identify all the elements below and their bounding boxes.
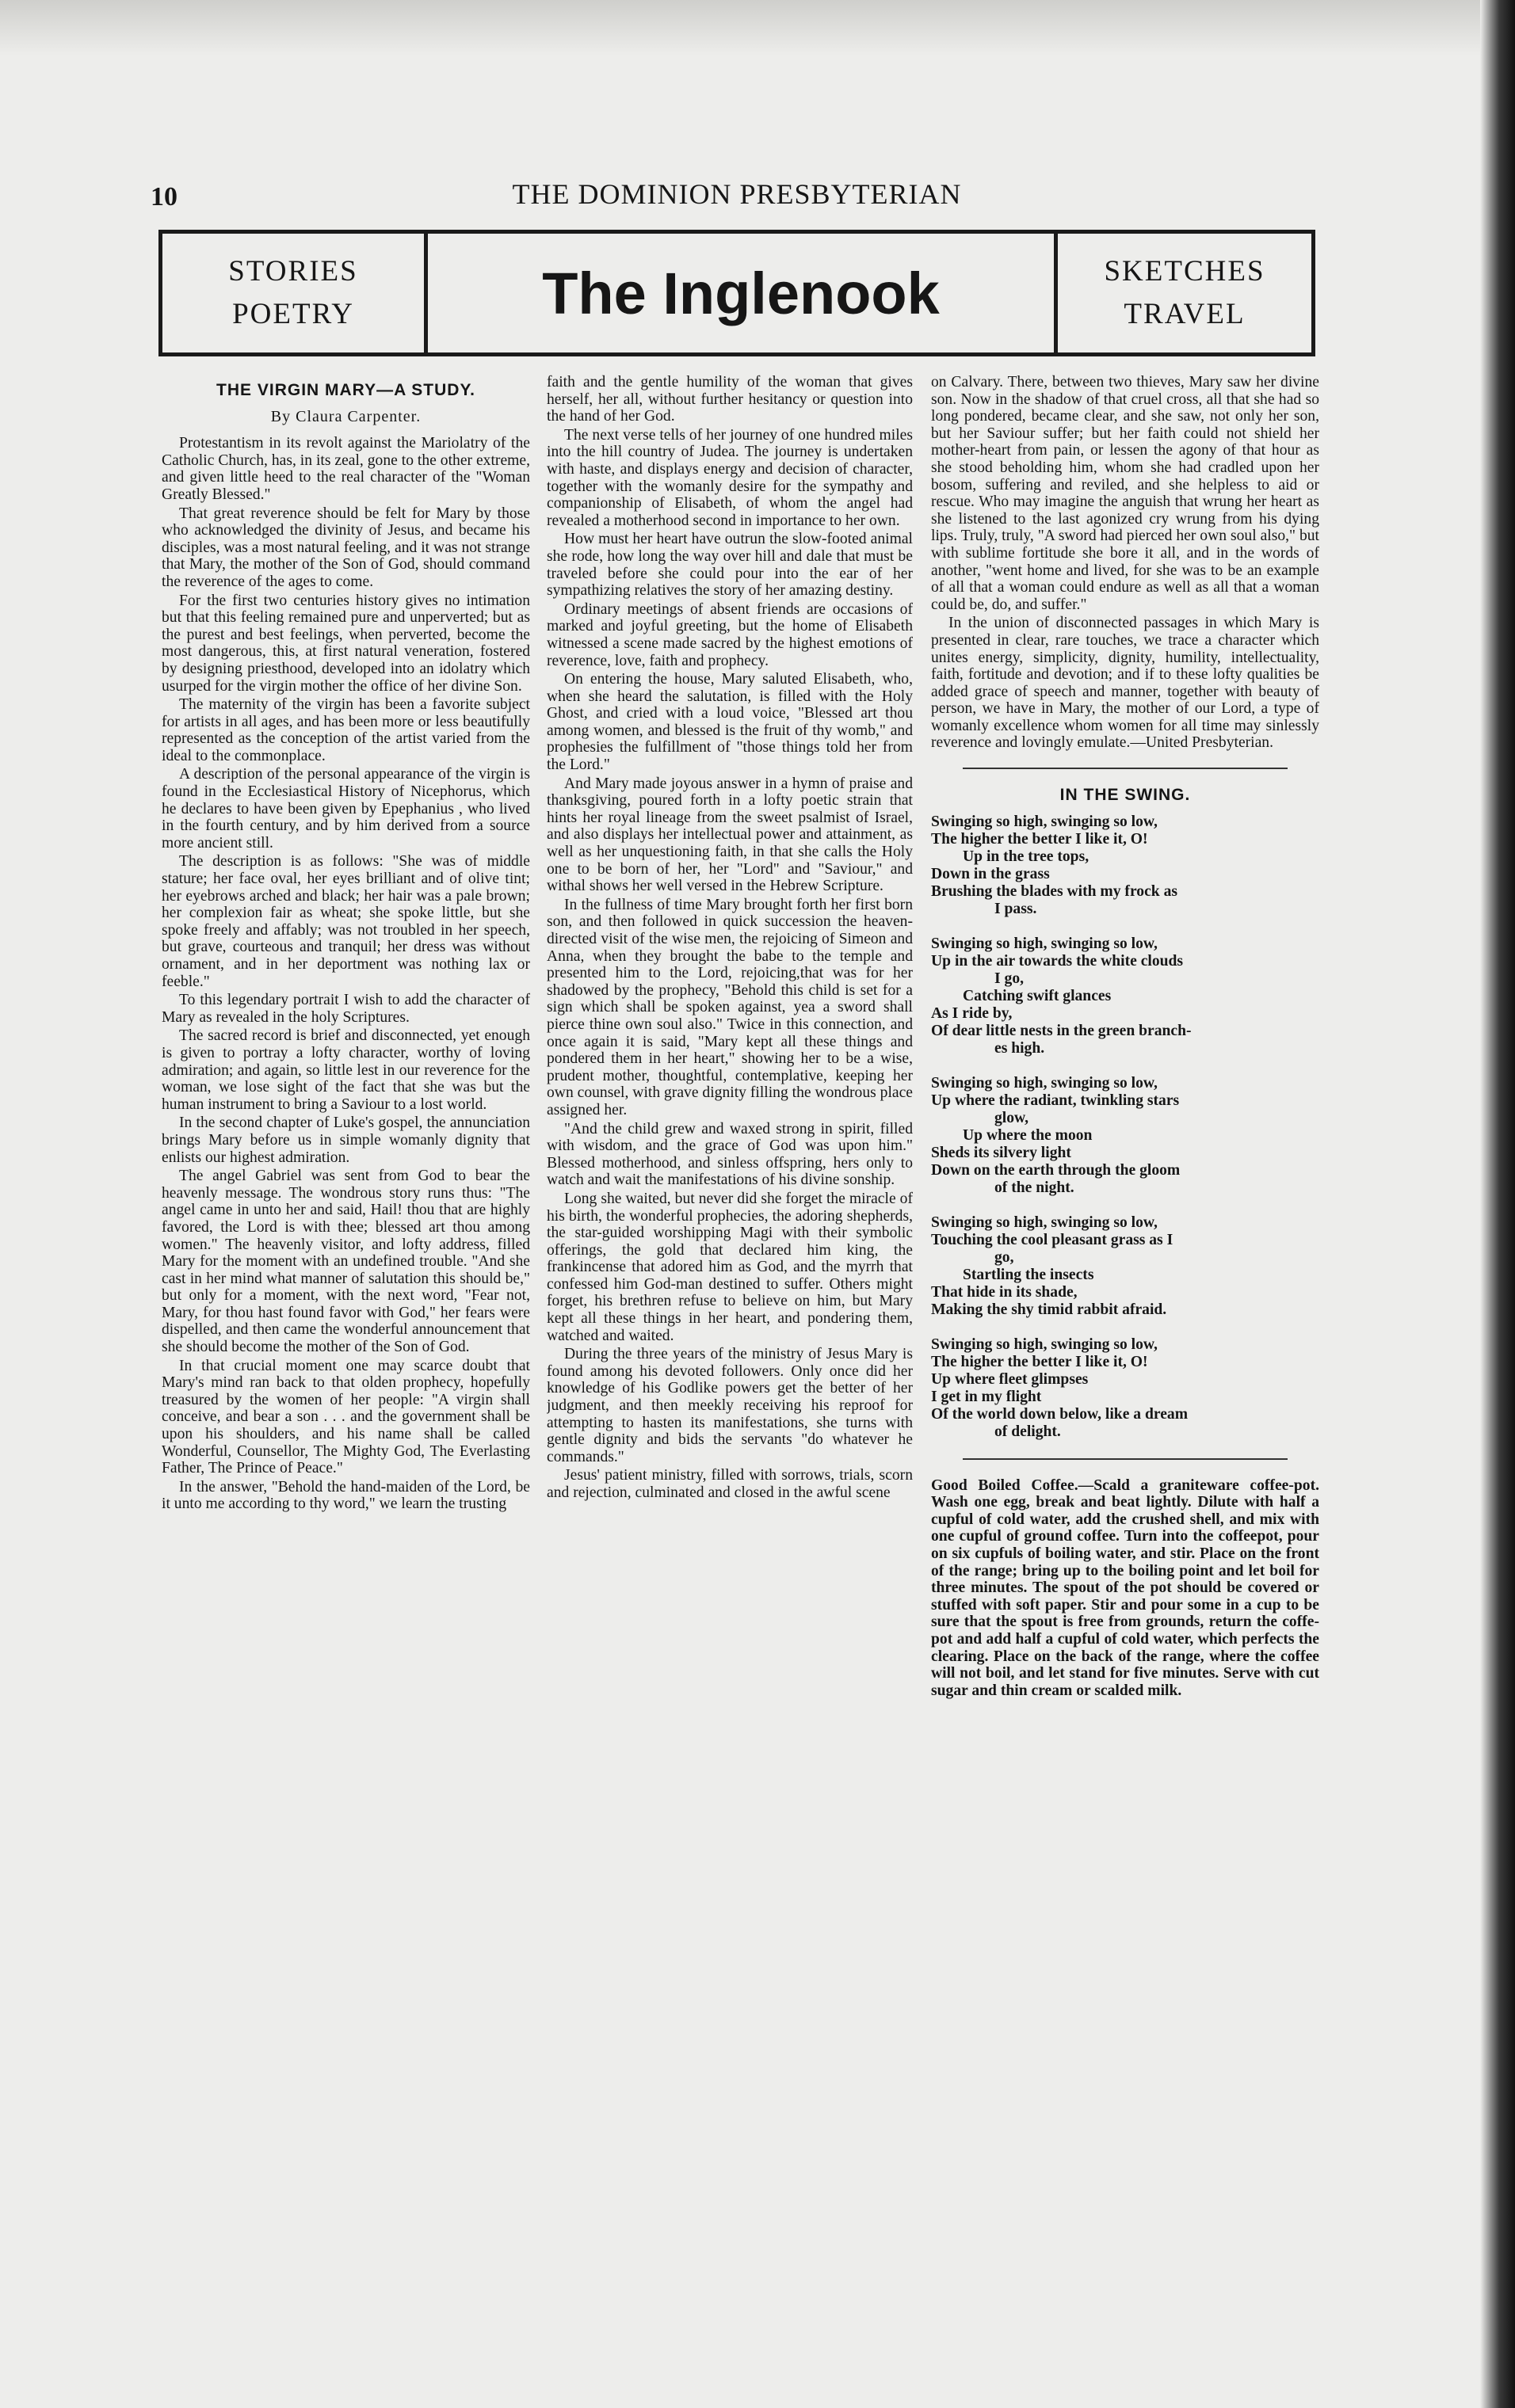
paragraph: on Calvary. There, between two thieves, Mary saw her divine son. Now in the shadow of that cruel cross, all that she had so long pondered, became clear, and she saw, not only her son, but her Saviour suffer; but her faith could not shield her mother-heart from pain, or lessen the agony of that hour as she stood beholding him, whom she had cradled upon her bosom, suffering and reviled, and she helpless to aid or rescue. Who may imagine the anguish that wrung her heart as she listened to the last agonized cry wrung from his dying lips. Truly, truly, "A sword had pierced her own soul also," but with sublime fortitude she bore it all, and in the words of another, "went home and lived, for she was to be an example of all that a woman could endure as well as all that a woman could be, do, and suffer." bbox=[931, 374, 1319, 613]
article-byline: By Claura Carpenter. bbox=[270, 407, 422, 425]
poem-line: Down in the grass bbox=[931, 865, 1050, 882]
banner-right-line: SKETCHES bbox=[1104, 255, 1265, 288]
paragraph: faith and the gentle humility of the woman that gives herself, her all, without further hesitancy or question into the hand of her God. bbox=[547, 374, 913, 425]
article-title: THE VIRGIN MARY—A STUDY. bbox=[216, 381, 475, 399]
banner-left-line: STORIES bbox=[228, 255, 358, 288]
paragraph: In the fullness of time Mary brought forth her first born son, and then followed in quick succession the heaven-directed visit of the wise men, the rejoicing of Simeon and Anna, when they brought the babe to the temple and presented him to the Lord, rejoicing,that was for her shadowed by the prophecy, "Behold this child is set for a sign which shall be spoken against, yea a sword shall pierce thine own soul also." Twice in this connection, and once again it is said, "Mary kept all these things and pondered them in her heart," showing her to be a wise, prudent mother, thoughtful, contemplative, keeping her own counsel, with grave dignity filling the wondrous place assigned her. bbox=[547, 896, 913, 1118]
poem-line: of delight. bbox=[994, 1423, 1061, 1440]
section-banner bbox=[158, 230, 1315, 356]
scan-right-edge bbox=[1480, 0, 1515, 2408]
paragraph: The sacred record is brief and disconnected, yet enough is given to portray a lofty character, worthy of loving admiration; and again, so little lest in our reverence for the woman, we lose sight of the fact that she was but the human instrument to bring a Saviour to a lost world. bbox=[162, 1027, 530, 1113]
article-body-col2 bbox=[547, 374, 913, 1502]
scan-top-edge bbox=[0, 0, 1515, 55]
poem-line: As I ride by, bbox=[931, 1004, 1013, 1022]
poem-line: of the night. bbox=[994, 1179, 1074, 1196]
paragraph: Jesus' patient ministry, filled with sorrows, trials, scorn and rejection, culminated and closed in the awful scene bbox=[547, 1467, 913, 1501]
paragraph: The next verse tells of her journey of one hundred miles into the hill country of Judea. The journey is undertaken with haste, and displays energy and decision of character, together with the womanly desire for the sympathy and companionship of Elisabeth, of whom the angel had revealed a motherhood second in importance to her own. bbox=[547, 426, 913, 529]
poem-line: The higher the better I like it, O! bbox=[931, 830, 1148, 848]
paragraph: In the union of disconnected passages in which Mary is presented in clear, rare touches, we trace a character which unites energy, simplicity, dignity, humility, intellectuality, faith, fortitude and devotion; and if to these lofty qualities be added grace of speech and manner, together with beauty of person, we have in Mary, the mother of our Lord, a type of womanly excellence whom women for all time may sinlessly reverence and lovingly emulate.—United Presbyterian. bbox=[931, 615, 1319, 752]
section-divider bbox=[963, 1458, 1288, 1460]
poem-line: I go, bbox=[994, 970, 1025, 987]
banner-left-box bbox=[162, 234, 428, 352]
paragraph: And Mary made joyous answer in a hymn of praise and thanksgiving, poured forth in a lofty poetic strain that hints her royal lineage from the sweet psalmist of Israel, and also displays her intellectual power and attainment, as well as her unquestioning faith, in that she calls the Holy one to be born of her, her "Lord" and "Saviour," and withal shows her well versed in the Hebrew Scripture. bbox=[547, 775, 913, 895]
poem-stanza bbox=[931, 1075, 1319, 1197]
poem-line: Swinging so high, swinging so low, bbox=[931, 1214, 1158, 1231]
running-head: THE DOMINION PRESBYTERIAN bbox=[512, 178, 962, 210]
paragraph: The angel Gabriel was sent from God to bear the heavenly message. The wondrous story runs thus: "The angel came in unto her and said, Hail! thou that are highly favored, the Lord is with thee; blessed art thou among women." The heavenly visitor, and lofty address, filled Mary for the moment with an undefined trouble. "And she cast in her mind what manner of salutation this should be," but only for a moment, with the next word, "Fear not, Mary, for thou hast found favor with God," her fears were dispelled, and then came the wonderful announcement that she should become the mother of the Son of God. bbox=[162, 1168, 530, 1356]
article-body-col1 bbox=[162, 435, 530, 1513]
recipe-text: Good Boiled Coffee.—Scald a graniteware coffee-pot. Wash one egg, break and beat lightly. Dilute with half a cupful of cold water, add the crushed shell, and mix with one cupful of ground coffee. Turn into the coffeepot, pour on six cupfuls of boiling water, and stir. Place on the front of the range; bring up to the boiling point and let boil for three minutes. The spout of the pot should be covered or stuffed with soft paper. Stir and pour some in a cup to be sure that the spout is free from grounds, return the coffe-pot and add half a cupful of cold water, which perfects the clearing. Place on the back of the range, where the coffee will not boil, and let stand for five minutes. Serve with cut sugar and thin cream or scalded milk. bbox=[931, 1476, 1319, 1699]
newspaper-page bbox=[151, 166, 1323, 2353]
banner-right-box bbox=[1054, 234, 1311, 352]
poem-line: Up where the radiant, twinkling stars bbox=[931, 1092, 1180, 1109]
poem-line: Brushing the blades with my frock as bbox=[931, 882, 1178, 900]
poem-line: Swinging so high, swinging so low, bbox=[931, 1335, 1158, 1353]
paragraph: To this legendary portrait I wish to add the character of Mary as revealed in the holy Scriptures. bbox=[162, 992, 530, 1026]
recipe bbox=[931, 1477, 1319, 1700]
column-2 bbox=[547, 374, 913, 2353]
paragraph: In the second chapter of Luke's gospel, the annunciation brings Mary before us in simple womanly dignity that enlists our highest admiration. bbox=[162, 1114, 530, 1166]
banner-right-line: TRAVEL bbox=[1124, 298, 1246, 330]
poem-stanza bbox=[931, 935, 1319, 1057]
column-3 bbox=[931, 374, 1319, 2353]
poem-line: go, bbox=[994, 1248, 1014, 1266]
paragraph: Protestantism in its revolt against the Mariolatry of the Catholic Church, has, in its zeal, gone to the other extreme, and given little heed to the real character of the "Woman Greatly Blessed." bbox=[162, 435, 530, 503]
section-divider bbox=[963, 768, 1288, 769]
poem-line: Of dear little nests in the green branch- bbox=[931, 1022, 1192, 1039]
paragraph: How must her heart have outrun the slow-footed animal she rode, how long the way over hill and dale that must be traveled before she could pour into the ear of her sympathizing relatives the story of her amazing destiny. bbox=[547, 531, 913, 600]
paragraph: "And the child grew and waxed strong in spirit, filled with wisdom, and the grace of God was upon him." Blessed motherhood, and sinless offspring, hers only to watch and wait the manifestations of his divine sonship. bbox=[547, 1120, 913, 1189]
page-number: 10 bbox=[151, 182, 177, 211]
poem-line: es high. bbox=[994, 1039, 1045, 1057]
poem-stanza bbox=[931, 1336, 1319, 1441]
poem-line: glow, bbox=[994, 1109, 1029, 1126]
poem-line: Swinging so high, swinging so low, bbox=[931, 813, 1158, 830]
poem-line: Down on the earth through the gloom bbox=[931, 1161, 1181, 1179]
paragraph: A description of the personal appearance of the virgin is found in the Ecclesiastical History of Nicephorus, which he declares to have been given by Epephanius , who lived in the fourth century, and by him derived from a source more ancient still. bbox=[162, 766, 530, 852]
paragraph: During the three years of the ministry of Jesus Mary is found among his devoted followers. Only once did her knowledge of his Godlike powers get the better of her judgment, and then meekly receiving his reproof for attempting to hasten its manifestations, she turns with gentle dignity and bids the servants "do whatever he commands." bbox=[547, 1346, 913, 1465]
poem-line: That hide in its shade, bbox=[931, 1283, 1078, 1301]
poem-line: Making the shy timid rabbit afraid. bbox=[931, 1301, 1167, 1318]
banner-left-line: POETRY bbox=[232, 298, 354, 330]
paragraph: That great reverence should be felt for Mary by those who acknowledged the divinity of Jesus, and became his disciples, was a most natural feeling, and it was not strange that Mary, the mother of the Son of God, should command the reverence of the ages to come. bbox=[162, 505, 530, 590]
section-title: The Inglenook bbox=[542, 260, 940, 326]
poem-line: I pass. bbox=[994, 900, 1037, 917]
paragraph: For the first two centuries history gives no intimation but that this feeling remained pure and unperverted; but as the purest and best feelings, when perverted, become the most dangerous, this, at first natural veneration, fostered by designing priesthood, developed into an idolatry which usurped for the virgin mother the office of her divine Son. bbox=[162, 592, 530, 695]
poem-line: The higher the better I like it, O! bbox=[931, 1353, 1148, 1370]
paragraph: Ordinary meetings of absent friends are occasions of marked and joyful greeting, but the home of Elisabeth witnessed a scene made sacred by the highest emotions of reverence, love, faith and prophecy. bbox=[547, 600, 913, 669]
paragraph: On entering the house, Mary saluted Elisabeth, who, when she heard the salutation, is filled with the Holy Ghost, and cried with a loud voice, "Blessed art thou among women, and blessed is the fruit of thy womb," and prophesies the fulfillment of "those things told her from the Lord." bbox=[547, 671, 913, 774]
poem-line: Swinging so high, swinging so low, bbox=[931, 935, 1158, 952]
poem-line: Of the world down below, like a dream bbox=[931, 1405, 1189, 1423]
poem-line: Up in the air towards the white clouds bbox=[931, 952, 1184, 970]
poem-line: Startling the insects bbox=[963, 1266, 1094, 1283]
paragraph: The description is as follows: "She was of middle stature; her face oval, her eyes brilliant and of olive tint; her eyebrows arched and black; her hair was a pale brown; her complexion fair as wheat; she spoke little, but she spoke freely and affably; was not troubled in her speech, but grave, courteous and tranquil; her dress was without ornament, and in her deportment was nothing lax or feeble." bbox=[162, 853, 530, 990]
poem-line: Up where fleet glimpses bbox=[931, 1370, 1089, 1388]
poem-line: Up in the tree tops, bbox=[963, 848, 1090, 865]
poem-stanza bbox=[931, 813, 1319, 918]
poem-line: Catching swift glances bbox=[963, 987, 1112, 1004]
poem bbox=[931, 813, 1319, 1441]
poem-line: Swinging so high, swinging so low, bbox=[931, 1074, 1158, 1092]
poem-stanza bbox=[931, 1214, 1319, 1319]
paragraph: In that crucial moment one may scarce doubt that Mary's mind ran back to that olden prophecy, hopefully treasured by the women of her people: "A virgin shall conceive, and bear a son . . . and the government shall be upon his shoulders, and his name shall be called Wonderful, Counsellor, The Mighty God, The Everlasting Father, The Prince of Peace." bbox=[162, 1357, 530, 1477]
poem-line: Touching the cool pleasant grass as I bbox=[931, 1231, 1173, 1248]
article-body-col3 bbox=[931, 374, 1319, 752]
paragraph: In the answer, "Behold the hand-maiden of the Lord, be it unto me according to thy word," we learn the trusting bbox=[162, 1478, 530, 1513]
poem-line: Sheds its silvery light bbox=[931, 1144, 1071, 1161]
poem-line: Up where the moon bbox=[963, 1126, 1093, 1144]
poem-line: I get in my flight bbox=[931, 1388, 1042, 1405]
paragraph: Long she waited, but never did she forget the miracle of his birth, the wonderful prophecies, the adoring shepherds, the star-guided worshipping Magi with their symbolic offerings, the gold that declared him king, the frankincense that adored him as God, and the myrrh that confessed him God-man destined to suffer. Others might forget, his brethren refuse to believe on him, but Mary kept all these things in her heart, and pondering them, watched and waited. bbox=[547, 1190, 913, 1344]
paragraph: The maternity of the virgin has been a favorite subject for artists in all ages, and has been more or less beautifully represented as the conception of the artist varied from the ideal to the commonplace. bbox=[162, 696, 530, 764]
poem-title: IN THE SWING. bbox=[1059, 786, 1191, 805]
column-1 bbox=[162, 374, 530, 2353]
